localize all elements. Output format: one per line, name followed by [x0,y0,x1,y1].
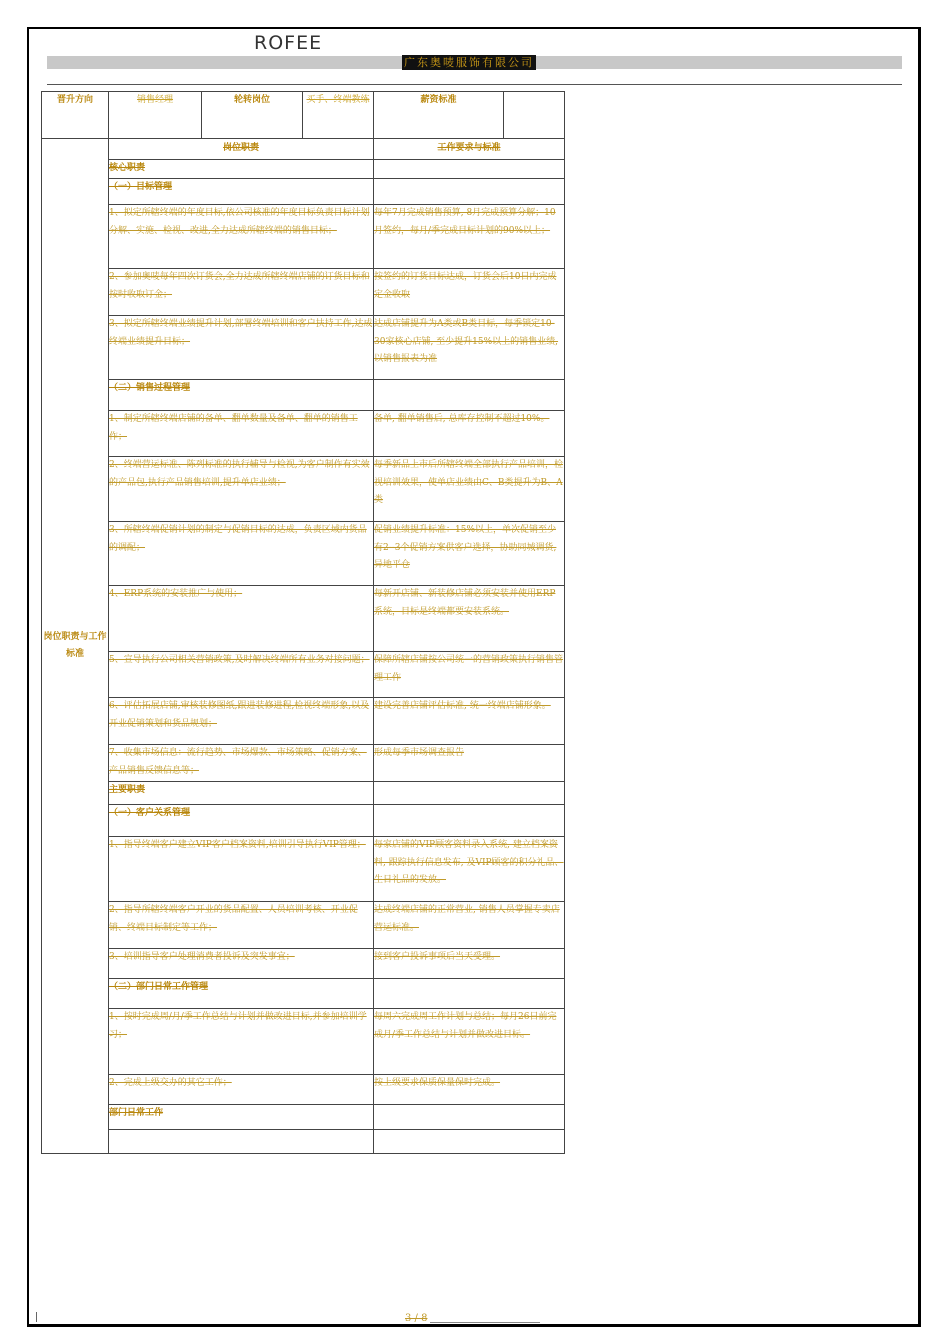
requirement-text: 达成终端店铺的正常营业, 销售人员掌握专卖店营运标准。 [374,902,565,949]
rotation-value: 买手、终端教练 [303,92,374,139]
duty-text: 2、终端营运标准、陈列标准的执行辅导与检视,为客户制作有实效的产品包,执行产品销售培训,提升单店业绩； [109,457,374,522]
salary-value [504,92,565,139]
requirement-text: 每家店铺的VIP顾客资料录入系统, 建立档案资料, 跟踪执行信息发布, 及VIP顾客的积分礼品、生日礼品的发放。 [374,837,565,902]
duty-row [42,522,565,586]
salary-label: 薪资标准 [374,92,504,139]
requirement-text: 按上级要求保质保量保时完成。 [374,1075,565,1105]
section-label: 部门日常工作 [109,1105,374,1130]
requirement-text: 按签约的订货目标达成，订货会后10日内完成定金收取 [374,269,565,316]
blank-cell [374,1130,565,1154]
section-title: （一）客户关系管理 [109,805,374,837]
duty-row [42,745,565,782]
company-logo: ROFEE [254,32,323,54]
duty-row [42,411,565,457]
section-title-row [42,179,565,205]
section-label: 主要职责 [109,782,374,805]
duty-text: 3、拟定所辖终端业绩提升计划,部署终端培训和客户扶持工作,达成终端业绩提升目标； [109,316,374,380]
duty-text: 1、指导终端客户建立VIP客户档案资料,培训引导执行VIP管理； [109,837,374,902]
requirement-column-header: 工作要求与标准 [374,139,565,160]
duty-text: 2、完成上级交办的其它工作； [109,1075,374,1105]
section-title-row [42,380,565,411]
requirement-text: 接到客户投诉事项后当天受理。 [374,949,565,979]
duty-column-header: 岗位职责 [109,139,374,160]
duty-row [42,652,565,698]
duty-row [42,949,565,979]
blank-cell [374,179,565,205]
duty-text: 7、收集市场信息：流行趋势、市场爆款、市场策略、促销方案、产品销售反馈信息等； [109,745,374,782]
duty-text: 3、培训指导客户处理消费者投诉及突发事宜； [109,949,374,979]
company-name: 广东奥唛服饰有限公司 [404,56,534,69]
header-row [42,92,565,139]
page-number: 3 / 8 [405,1313,428,1324]
duty-row [42,269,565,316]
section-label: 核心职责 [109,160,374,179]
footer-rule [430,1322,540,1323]
section-title-row [42,805,565,837]
section-title: （一）目标管理 [109,179,374,205]
duty-text: 2、参加奥唛每年四次订货会,全力达成所辖终端店铺的订货目标和按时收取订金； [109,269,374,316]
section-label-row [42,160,565,179]
duty-text: 1、制定所辖终端店铺的备单、翻单数量及备单、翻单的销售工作； [109,411,374,457]
duty-text: 2、指导所辖终端客户开业的货品配置、人员培训考核、开业促销、终端目标制定等工作； [109,902,374,949]
section-label-row [42,782,565,805]
requirement-text: 形成每季市场调查报告 [374,745,565,782]
duty-text: 4、ERP系统的安装推广与使用； [109,586,374,652]
duty-row [42,316,565,380]
requirement-text: 促销业绩提升标准：15%以上，单次促销至少有2--3个促销方案供客户选择，协助同城调货, 异地平仓 [374,522,565,586]
blank-cell [374,805,565,837]
requirement-text: 每年7月完成销售预算, 8月完成预算分解；10月签约，每月/季完成目标计划的90%以上； [374,205,565,269]
empty-row [42,1130,565,1154]
job-description-table [41,91,565,1154]
margin-mark [36,1312,37,1322]
duty-row [42,457,565,522]
duty-row [42,698,565,745]
section-title: （二）销售过程管理 [109,380,374,411]
blank-cell [374,380,565,411]
duty-row [42,586,565,652]
requirement-text: 保障所辖店铺按公司统一的营销政策执行销售管理工作 [374,652,565,698]
requirement-text: 备单, 翻单销售后, 总库存控制不超过10%。 [374,411,565,457]
rotation-label: 轮转岗位 [202,92,303,139]
duty-row [42,1009,565,1075]
promotion-value: 销售经理 [109,92,202,139]
duty-text: 6、评估拓展店铺,审核装修图纸,跟进装修进程,检视终端形象,以及开业促销策划和货品规划； [109,698,374,745]
duty-row [42,902,565,949]
duty-text: 1、按时完成周/月/季工作总结与计划并做改进目标,并参加培训学习； [109,1009,374,1075]
duty-text: 5、宣导执行公司相关营销政策,及时解决终端所有业务对接问题； [109,652,374,698]
column-header-row [42,139,565,160]
blank-cell [374,160,565,179]
duty-text: 3、所辖终端促销计划的制定与促销目标的达成，负责区域内货品的调配； [109,522,374,586]
duty-standard-label: 岗位职责与工作标准 [42,139,109,1154]
duty-row [42,837,565,902]
requirement-text: 每新开店铺、新装修店铺必须安装并使用ERP系统，目标是终端都要安装系统。 [374,586,565,652]
blank-cell [374,979,565,1009]
blank-cell [374,1105,565,1130]
duty-text: 1、拟定所辖终端的年度目标,依公司核准的年度目标负责目标计划分解、实施、检视、改进,全力达成所辖终端的销售目标； [109,205,374,269]
requirement-text: 每季新品上市后所辖终端全部执行产品培训，检视培训效果，使单店业绩由C、B类提升为B、A类 [374,457,565,522]
blank-cell [374,782,565,805]
section-title: （二）部门日常工作管理 [109,979,374,1009]
blank-cell [109,1130,374,1154]
requirement-text: 建设完善店铺评估标准, 统一终端店铺形象。 [374,698,565,745]
section-title-row [42,979,565,1009]
promotion-label: 晋升方向 [42,92,109,139]
requirement-text: 达成店铺提升为A类或B类目标，每季锁定10-30家核心店铺, 至少提升15%以上的销售业绩, 以销售报表为准 [374,316,565,380]
duty-row [42,1075,565,1105]
section-label-row [42,1105,565,1130]
header-rule [47,84,902,85]
requirement-text: 每周六完成周工作计划与总结；每月26日前完成月/季工作总结与计划并做改进目标。 [374,1009,565,1075]
duty-row [42,205,565,269]
